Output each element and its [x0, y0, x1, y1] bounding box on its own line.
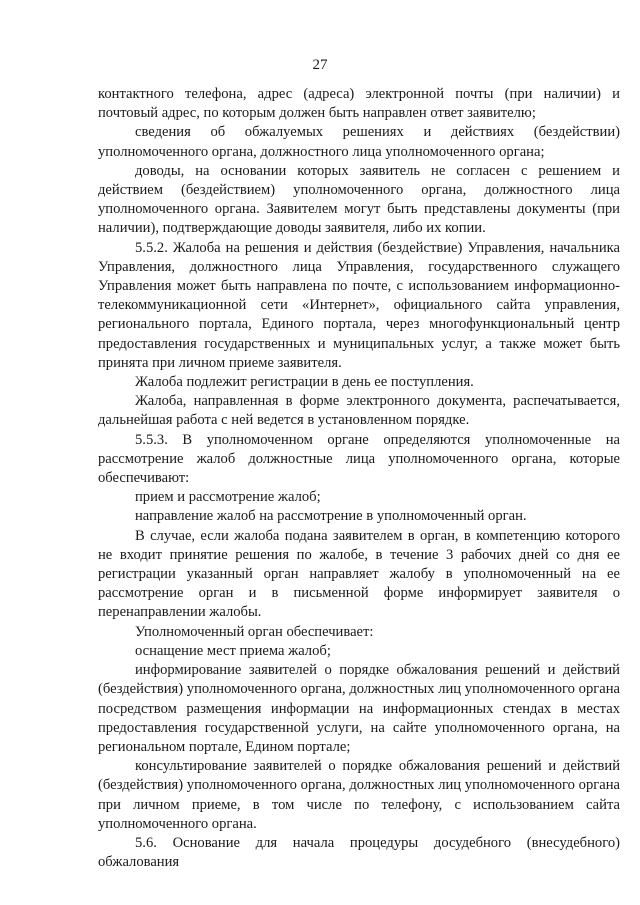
- paragraph-5-5-3: 5.5.3. В уполномоченном органе определяются уполномоченные на рассмотрение жалоб должностные лица уполномоченного органа, которые обеспечивают:: [98, 431, 620, 487]
- paragraph-authority-provides: Уполномоченный орган обеспечивает:: [135, 623, 374, 640]
- list-item-consulting: консультирование заявителей о порядке обжалования решений и действий (бездействия) уполномоченного органа, должностных лиц уполномоченного органа при личном приеме, в том числе по телефону, с использованием сайта уполномоченного органа.: [98, 758, 620, 832]
- paragraph-5-6: 5.6. Основание для начала процедуры досудебного (внесудебного) обжалования: [98, 834, 620, 871]
- paragraph-arguments: доводы, на основании которых заявитель не согласен с решением и действием (бездействием) уполномоченного органа, должностного лица уполномоченного органа. Заявителем могут быть представлены документы (при наличии), подтверждающие доводы заявителя, либо их копии.: [98, 162, 620, 237]
- paragraph-contact-info: контактного телефона, адрес (адреса) электронной почты (при наличии) и почтовый адрес, по которым должен быть направлен ответ заявителю;: [98, 86, 620, 122]
- list-item-informing: информирование заявителей о порядке обжалования решений и действий (бездействия) уполномоченного органа, должностных лиц уполномоченного органа посредством размещения информации на информационных стендах в местах предоставления государственной услуги, на сайте уполномоченного органа, на региональном портале, Едином портале;: [98, 662, 620, 755]
- list-item-equipment: оснащение мест приема жалоб;: [135, 642, 331, 659]
- document-body: [98, 85, 620, 872]
- page-number: 27: [312, 57, 328, 73]
- paragraph-redirection: В случае, если жалоба подана заявителем в орган, в компетенцию которого не входит принятие решения по жалобе, в течение 3 рабочих дней со дня ее регистрации указанный орган направляет жалобу в уполномоченный на ее рассмотрение орган и в письменной форме информирует заявителя о перенаправлении жалобы.: [98, 527, 620, 621]
- paragraph-appealed-decisions: сведения об обжалуемых решениях и действиях (бездействии) уполномоченного органа, должностного лица уполномоченного органа;: [98, 124, 620, 160]
- paragraph-registration: Жалоба подлежит регистрации в день ее поступления.: [135, 374, 474, 391]
- list-item-receipt: прием и рассмотрение жалоб;: [135, 489, 321, 506]
- paragraph-5-5-2: 5.5.2. Жалоба на решения и действия (бездействие) Управления, начальника Управления, должностного лица Управления, государственного служащего Управления может быть направлена по почте, с использованием информационно-телекоммуникационной сети «Интернет», официального сайта управления, регионального портала, Единого портала, через многофункциональный центр предоставления государственных и муниципальных услуг, а также может быть принята при личном приеме заявителя.: [98, 239, 620, 371]
- paragraph-electronic-complaint: Жалоба, направленная в форме электронного документа, распечатывается, дальнейшая работа с ней ведется в установленном порядке.: [98, 393, 620, 429]
- list-item-forwarding: направление жалоб на рассмотрение в уполномоченный орган.: [135, 508, 527, 525]
